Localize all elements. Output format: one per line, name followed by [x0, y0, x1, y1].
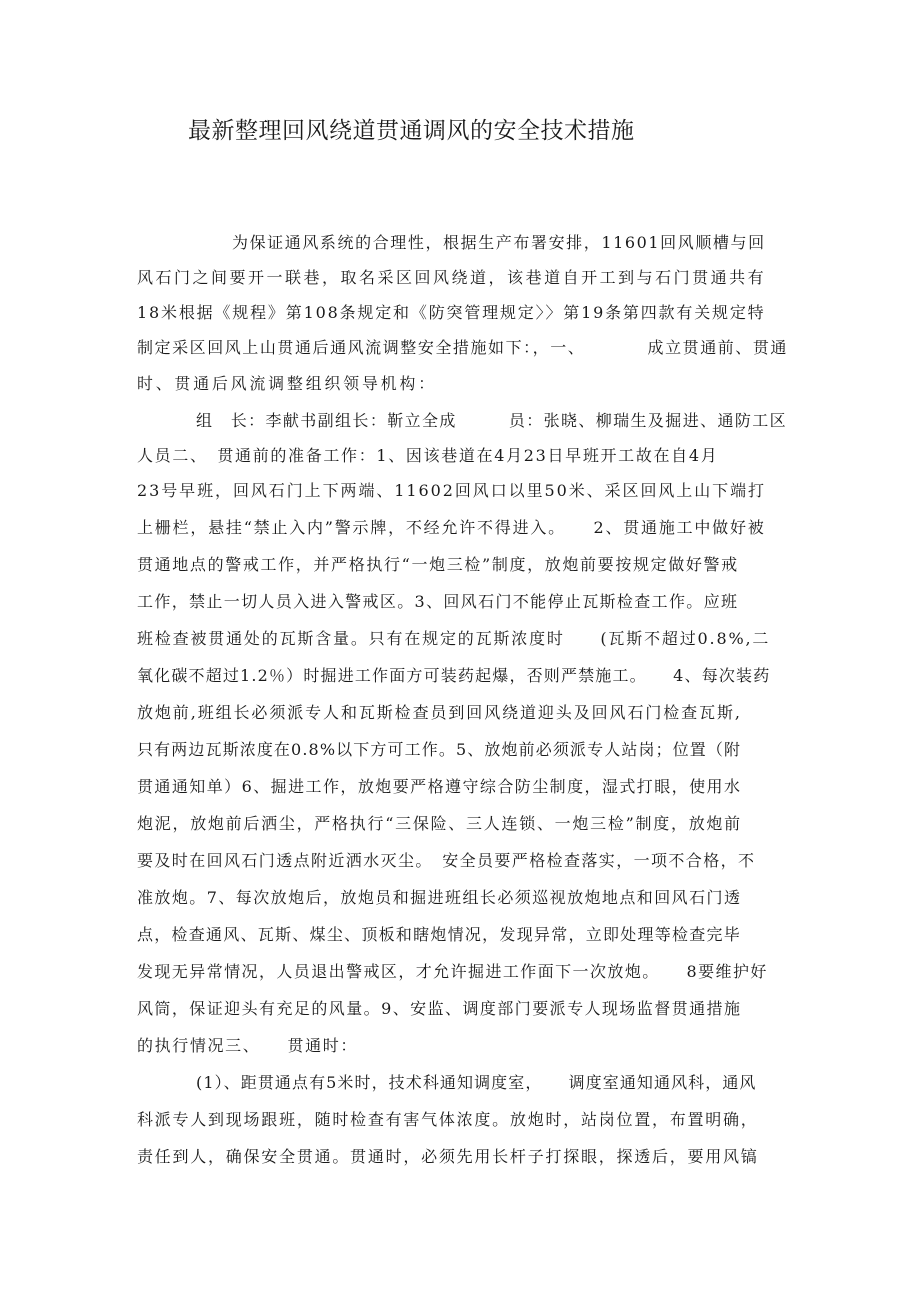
- paragraph-line: 的执行情况三、 贯通时：: [137, 1036, 359, 1055]
- paragraph-line: 只有两边瓦斯浓度在0.8%以下方可工作。5、放炮前必须派专人站岗；位置（附: [137, 740, 742, 759]
- paragraph-line: 上栅栏，悬挂“禁止入内”警示牌，不经允许不得进入。 2、贯通施工中做好被: [137, 518, 766, 537]
- paragraph-line: 18米根据《规程》第108条规定和《防突管理规定〉〉第19条第四款有关规定特: [137, 303, 766, 322]
- paragraph-line: 贯通地点的警戒工作，并严格执行“一炮三检”制度，放炮前要按规定做好警戒: [137, 555, 739, 574]
- paragraph-line: 准放炮。7、每次放炮后，放炮员和掘进班组长必须巡视放炮地点和回风石门透: [137, 888, 742, 907]
- paragraph-line: 风石门之间要开一联巷，取名采区回风绕道，该巷道自开工到与石门贯通共有: [137, 268, 767, 287]
- paragraph-line: 氧化碳不超过1.2％）时掘进工作面方可装药起爆，否则严禁施工。 4、每次装药: [137, 666, 771, 685]
- paragraph-line: (1）、距贯通点有5米时，技术科通知调度室， 调度室通知通风科，通风: [196, 1073, 757, 1092]
- paragraph-line: 人员二、 贯通前的准备工作：1、因该巷道在4月23日早班开工故在自4月: [137, 446, 719, 465]
- paragraph-line: 要及时在回风石门透点附近洒水灭尘。 安全员要严格检查落实，一项不合格，不: [137, 851, 756, 870]
- paragraph-line: 点，检查通风、瓦斯、煤尘、顶板和瞎炮情况，发现异常，立即处理等检查完毕: [137, 925, 742, 944]
- paragraph-line: 工作，禁止一切人员入进入警戒区。3、回风石门不能停止瓦斯检查工作。应班: [137, 592, 739, 611]
- paragraph-line: 责任到人，确保安全贯通。贯通时，必须先用长杆子打探眼，探透后，要用风镐: [137, 1147, 759, 1166]
- paragraph-line: 时、贯通后风流调整组织领导机构：: [137, 374, 437, 393]
- paragraph-line: 班检查被贯通处的瓦斯含量。只有在规定的瓦斯浓度时 (瓦斯不超过0.8%,二: [137, 629, 771, 648]
- paragraph-line: 制定采区回风上山贯通后通风流调整安全措施如下：，一、 成立贯通前、贯通: [137, 338, 788, 357]
- paragraph-line: 为保证通风系统的合理性，根据生产布署安排，11601回风顺槽与回: [232, 233, 766, 252]
- paragraph-line: 贯通通知单）6、掘进工作，放炮要严格遵守综合防尘制度，湿式打眼，使用水: [137, 777, 742, 796]
- paragraph-line: 23号早班，回风石门上下两端、11602回风口以里50米、采区回风上山下端打: [137, 481, 766, 500]
- paragraph-line: 组 长：李献书副组长：靳立全成 员：张晓、柳瑞生及掘进、通防工区: [196, 411, 787, 430]
- paragraph-line: 风筒，保证迎头有充足的风量。9、安监、调度部门要派专人现场监督贯通措施: [137, 999, 742, 1018]
- document-title: 最新整理回风绕道贯通调风的安全技术措施: [188, 118, 635, 144]
- paragraph-line: 发现无异常情况，人员退出警戒区，才允许掘进工作面下一次放炮。 8要维护好: [137, 962, 768, 981]
- paragraph-line: 炮泥，放炮前后洒尘，严格执行“三保险、三人连锁、一炮三检”制度，放炮前: [137, 814, 742, 833]
- paragraph-line: 放炮前,班组长必须派专人和瓦斯检查员到回风绕道迎头及回风石门检查瓦斯,: [137, 703, 742, 722]
- paragraph-line: 科派专人到现场跟班，随时检查有害气体浓度。放炮时，站岗位置，布置明确，: [137, 1110, 759, 1129]
